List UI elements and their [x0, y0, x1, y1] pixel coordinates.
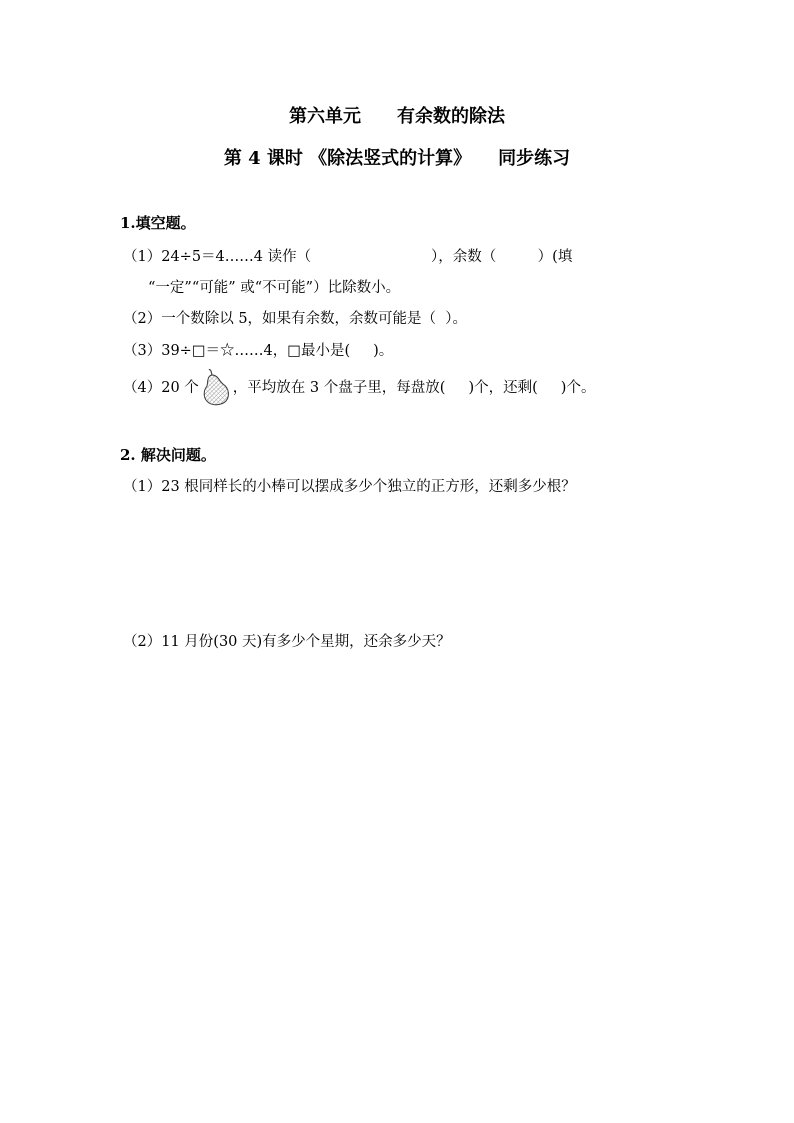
question-1-1-line-1: （1）24÷5＝4……4 读作（ ），余数（ ）(填: [123, 249, 573, 265]
question-2-1: （1）23 根同样长的小棒可以摆成多少个独立的正方形，还剩多少根？: [123, 479, 576, 495]
section-fill-blank-heading: 1.填空题。: [120, 214, 196, 232]
unit-title: 第六单元 有余数的除法: [289, 106, 505, 127]
question-1-3: （3）39÷□＝☆……4，□最小是( )。: [123, 343, 394, 359]
question-2-2: （2）11 月份(30 天)有多少个星期，还余多少天？: [123, 634, 451, 650]
question-1-4: [123, 379, 595, 397]
question-1-4-before: （4）20 个: [123, 380, 199, 396]
lesson-title: 第 4 课时 《除法竖式的计算》 同步练习: [223, 148, 571, 169]
question-1-4-after: ，平均放在 3 个盘子里，每盘放( )个，还剩( )个。: [232, 380, 596, 396]
pear-icon: [201, 368, 231, 406]
question-1-1-line-2: “一定”“可能” 或“不可能”）比除数小。: [148, 280, 401, 296]
section-problem-solving-heading: 2. 解决问题。: [120, 446, 216, 464]
question-1-2: （2）一个数除以 5，如果有余数，余数可能是（ ）。: [123, 311, 468, 327]
